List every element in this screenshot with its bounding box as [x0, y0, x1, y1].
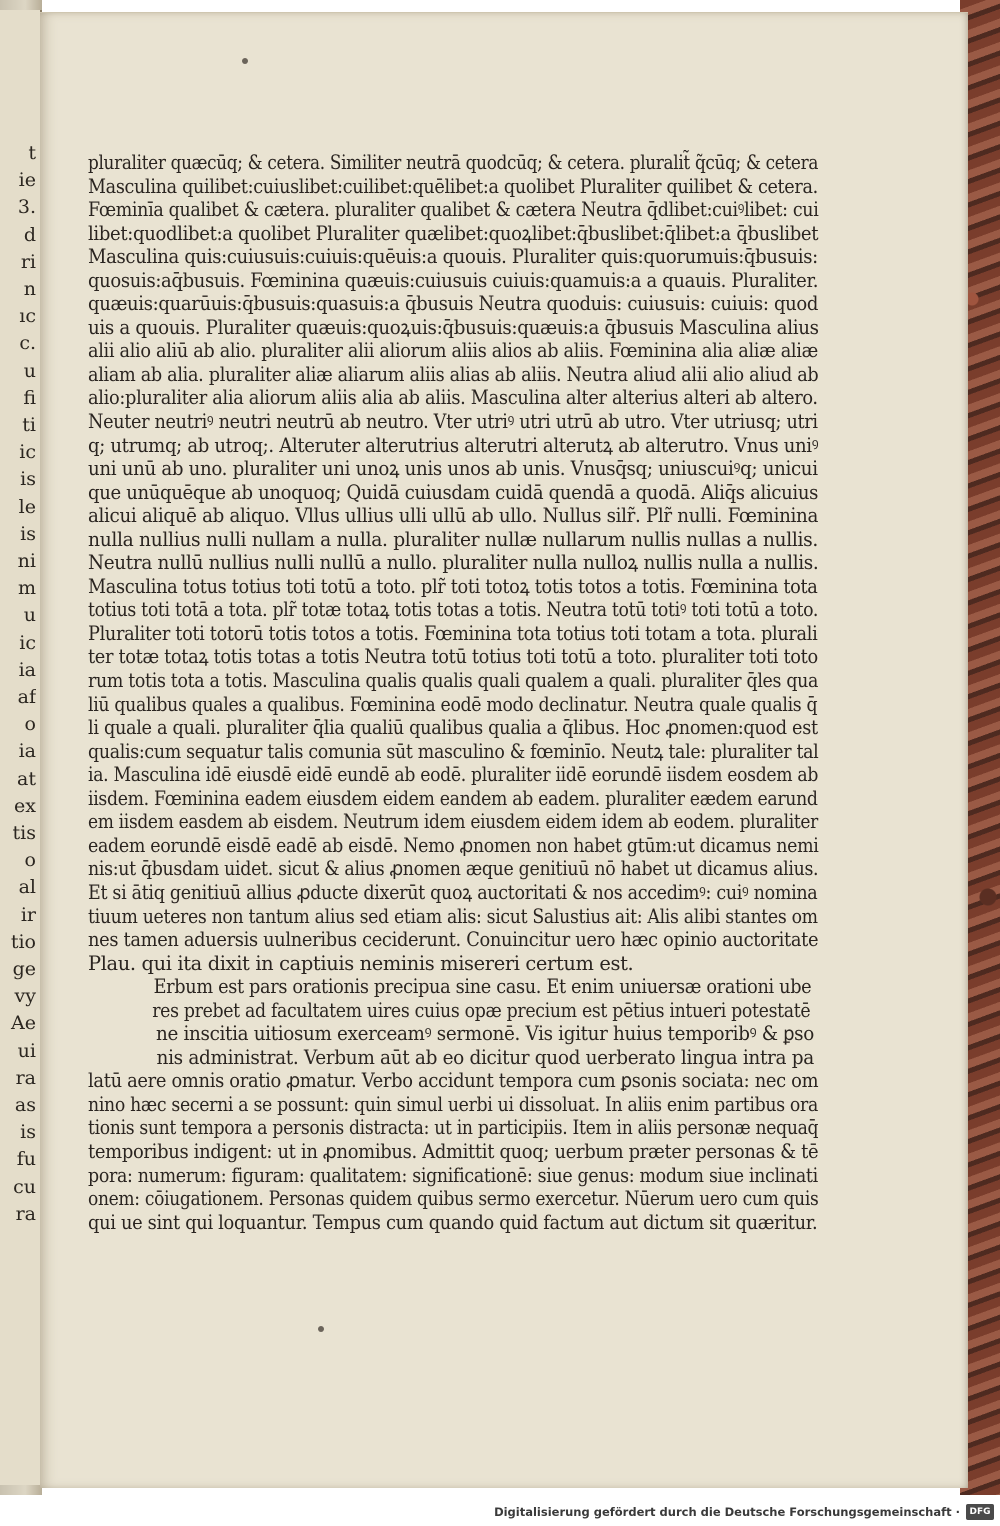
facing-page-fragment: ri	[20, 250, 36, 273]
text-line: pluraliter quæcūq; & cetera. Similiter neutrā quodcūq; & cetera. pluralit̃ q̃cūq; & cetera	[88, 151, 819, 174]
text-line: Erbum est pars orationis precipua sine casu. Et enim uniuersæ orationi ube	[153, 975, 812, 999]
text-line: iisdem. Fœminina eadem eiusdem eidem eandem ab eadem. pluraliter eædem earund	[88, 786, 818, 810]
facing-page-fragment: is	[20, 522, 36, 545]
text-line: Et si ātiq genitiuū allius ꝓducte dixerūt quoꝝ auctoritati & nos accedimꝰ: cuiꝰ nomina	[88, 880, 818, 904]
text-line: quosuis:aq̄busuis. Fœminina quæuis:cuiusuis cuiuis:quamuis:a a quauis. Pluraliter.	[88, 268, 819, 292]
text-line: alio:pluraliter alia aliorum aliis alia ab aliis. Masculina alter alterius alteri ab altero.	[88, 386, 818, 410]
text-line: ter totæ totaꝝ totis totas a totis Neutra totū totius toti totū a toto. pluraliter toti toto	[88, 645, 818, 669]
facing-page-fragment: at	[17, 767, 36, 790]
text-line: qualis:cum sequatur talis comunia sūt masculino & fœminīo. Neutꝝ tale: pluraliter tal	[88, 739, 819, 763]
facing-page-fragment: as	[14, 1094, 36, 1116]
text-line: alicui aliquē ab aliquo. Vllus ullius ulli ullū ab ullo. Nullus silr̃. Plr̃ nulli. Fœminina	[88, 504, 819, 528]
facing-page-fragment: ic	[19, 441, 36, 464]
facing-page-fragment: t	[28, 142, 36, 164]
text-line: uni unū ab uno. pluraliter uni unoꝝ unis unos ab unis. Vnusq̄sq; uniuscuiꝰq; unicui	[88, 457, 818, 481]
text-line: ia. Masculina idē eiusdē eidē eundē ab eodē. pluraliter iidē eorundē iisdem eosdem ab	[88, 763, 819, 787]
facing-page-fragment: vy	[14, 985, 36, 1008]
page-speck	[318, 1326, 324, 1332]
text-line: Plau. qui ita dixit in captiuis neminis misereri certum est.	[88, 951, 634, 975]
footer-credit: Digitalisierung gefördert durch die Deutsche Forschungsgemeinschaft ·	[494, 1505, 960, 1519]
text-line: ne inscitia uitiosum exerceamꝰ sermonē. Vis igitur huius temporibꝰ & ꝑso	[156, 1022, 814, 1046]
text-line: latū aere omnis oratio ꝓmatur. Verbo accidunt tempora cum ꝑsonis sociata: nec om	[88, 1069, 819, 1093]
dfg-logo: DFG	[966, 1504, 994, 1520]
text-line: Masculina quilibet:cuiuslibet:cuilibet:quēlibet:a quolibet Pluraliter quilibet & cetera.	[88, 174, 818, 198]
facing-page-fragment: d	[23, 223, 36, 246]
text-line: eadem eorundē eisdē eadē ab eisdē. Nemo ꝓnomen non habet gtūm:ut dicamus nemi	[88, 833, 819, 857]
text-line: nis:ut q̄busdam uidet. sicut & alius ꝓnomen æque genitiuū nō habet ut dicamus alius.	[88, 857, 819, 881]
text-line: pora: numerum: figuram: qualitatem: significationē: siue genus: modum siue inclinati	[88, 1163, 818, 1187]
text-line: tionis sunt tempora a personis distracta: ut in participiis. Item in aliis personæ nequaq̄	[88, 1116, 819, 1140]
facing-page-fragment: ir	[20, 903, 36, 926]
facing-page-fragment: ic	[19, 631, 36, 654]
digitization-footer	[0, 1495, 1000, 1526]
text-line: res prebet ad facultatem uires cuius opæ precium est pētius intueri potestatē	[152, 998, 811, 1022]
text-line: Masculina quis:cuiusuis:cuiuis:quēuis:a quouis. Pluraliter quis:quorumuis:q̄busuis:	[88, 245, 818, 269]
text-line: que unūquēque ab unoquoq; Quidā cuiusdam cuidā quendā a quodā. Aliq̄s alicuius	[88, 480, 819, 504]
facing-page-fragment: is	[20, 468, 36, 491]
facing-page-fragment: is	[20, 1121, 36, 1144]
book-page	[40, 12, 968, 1488]
facing-page-fragment: ia	[18, 740, 36, 763]
facing-page-fragment: al	[18, 876, 36, 899]
text-line: Neutra nullū nullius nulli nullū a nullo. pluraliter nulla nulloꝝ nullis nulla a nullis.	[88, 551, 819, 575]
text-line: q; utrumq; ab utroq;. Alteruter alterutrius alterutri alterutꝝ ab alterutro. Vnus uniꝰ	[88, 433, 819, 457]
facing-page-fragment: n	[23, 278, 36, 300]
text-line: nes tamen aduersis uulneribus ceciderunt. Conuincitur uero hæc opinio auctoritate	[88, 928, 819, 952]
text-line: totius toti totā a tota. plr̃ totæ totaꝝ totis totas a totis. Neutra totū totiꝰ toti totū a toto.	[88, 598, 819, 622]
facing-page-fragment: ıc	[19, 305, 36, 328]
facing-page-fragment: ui	[17, 1039, 36, 1062]
page-speck	[242, 58, 248, 64]
text-line: liū qualibus quales a qualibus. Fœminina eodē modo declinatur. Neutra quale qualis q̄	[88, 692, 818, 716]
facing-page-fragment: af	[17, 686, 36, 708]
facing-page-fragment: tis	[12, 822, 36, 844]
facing-page-fragment: 3.	[17, 196, 36, 219]
text-line: Masculina totus totius toti totū a toto. plr̃ toti totoꝝ totis totos a totis. Fœminina tota	[88, 574, 818, 598]
facing-page-fragment: u	[23, 604, 36, 627]
text-line: Neuter neutriꝰ neutri neutrū ab neutro. Vter utriꝰ utri utrū ab utro. Vter utriusq; utri	[88, 410, 818, 434]
facing-page-fragment: tio	[10, 930, 36, 953]
text-line: nulla nullius nulli nullam a nulla. pluraliter nullæ nullarum nullis nullas a nullis.	[88, 527, 818, 551]
text-line: uis a quouis. Pluraliter quæuis:quoꝝuis:q̄busuis:quæuis:a q̄busuis Masculina alius	[88, 315, 819, 339]
facing-page-fragment: fi	[23, 386, 36, 409]
facing-page-fragment: ex	[14, 794, 36, 817]
text-line: Pluraliter toti totorū totis totos a totis. Fœminina tota totius toti totam a tota. plurali	[88, 621, 818, 645]
facing-page-fragment: ia	[18, 658, 36, 681]
facing-page-edge	[0, 10, 42, 1485]
text-line: aliam ab alia. pluraliter aliæ aliarum aliis alias ab aliis. Neutra aliud alii alio aliud ab	[88, 362, 819, 386]
facing-page-fragment: ie	[18, 169, 36, 192]
text-line: temporibus indigent: ut in ꝓnomibus. Admittit quoq; uerbum præter personas & tē	[88, 1139, 819, 1163]
facing-page-fragment: ge	[12, 958, 36, 980]
text-line: nis administrat. Verbum aūt ab eo dicitur quod uerberato lingua intra pa	[156, 1045, 814, 1069]
text-line: Fœminīa qualibet & cætera. pluraliter qualibet & cætera Neutra q̄dlibet:cuiꝰlibet: cui	[88, 198, 819, 222]
text-line: onem: cōiugationem. Personas quidem quibus sermo exercetur. Nūerum uero cum quis	[88, 1187, 819, 1211]
facing-page-fragment: Ae	[11, 1012, 36, 1035]
facing-page-fragment: ni	[17, 550, 36, 572]
facing-page-fragment: cu	[13, 1175, 36, 1198]
facing-page-fragment: m	[17, 577, 36, 600]
facing-page-fragment: c.	[19, 332, 36, 355]
text-line: li quale a quali. pluraliter q̄lia qualiū qualibus qualia a q̄libus. Hoc ꝓnomen:quod est	[88, 716, 818, 740]
text-line: quæuis:quarūuis:q̄busuis:quasuis:a q̄busuis Neutra quoduis: cuiusuis: cuiuis: quod	[88, 292, 819, 316]
facing-page-fragment: ti	[22, 414, 36, 436]
text-line: rum totis tota a totis. Masculina qualis qualis quali qualem a quali. pluraliter q̄les qua	[88, 669, 819, 693]
facing-page-fragment: le	[18, 495, 36, 518]
facing-page-fragment: o	[24, 713, 36, 736]
text-line: libet:quodlibet:a quolibet Pluraliter quælibet:quoꝝlibet:q̄buslibet:q̄libet:a q̄buslibet	[88, 221, 819, 245]
facing-page-fragment: o	[24, 849, 36, 872]
facing-page-fragment: ra	[15, 1066, 36, 1089]
text-line: tiuum ueteres non tantum alius sed etiam alis: sicut Salustius ait: Alis alibi stantes om	[88, 904, 818, 928]
facing-page-fragment: ra	[15, 1202, 36, 1225]
text-line: em iisdem easdem ab eisdem. Neutrum idem eiusdem eidem idem ab eodem. pluraliter	[88, 810, 818, 834]
body-text	[88, 151, 818, 1234]
facing-page-fragment: u	[23, 359, 36, 382]
text-line: alii alio aliū ab alio. pluraliter alii aliorum aliis alios ab aliis. Fœminina alia aliæ aliæ	[88, 339, 818, 363]
text-line: nino hæc secerni a se possunt: quin simul uerbi ui dissoluat. In aliis enim partibus ora	[88, 1092, 818, 1116]
text-line: qui ue sint qui loquantur. Tempus cum quando quid factum aut dictum sit quæritur.	[88, 1210, 818, 1234]
facing-page-fragment: fu	[16, 1148, 36, 1171]
